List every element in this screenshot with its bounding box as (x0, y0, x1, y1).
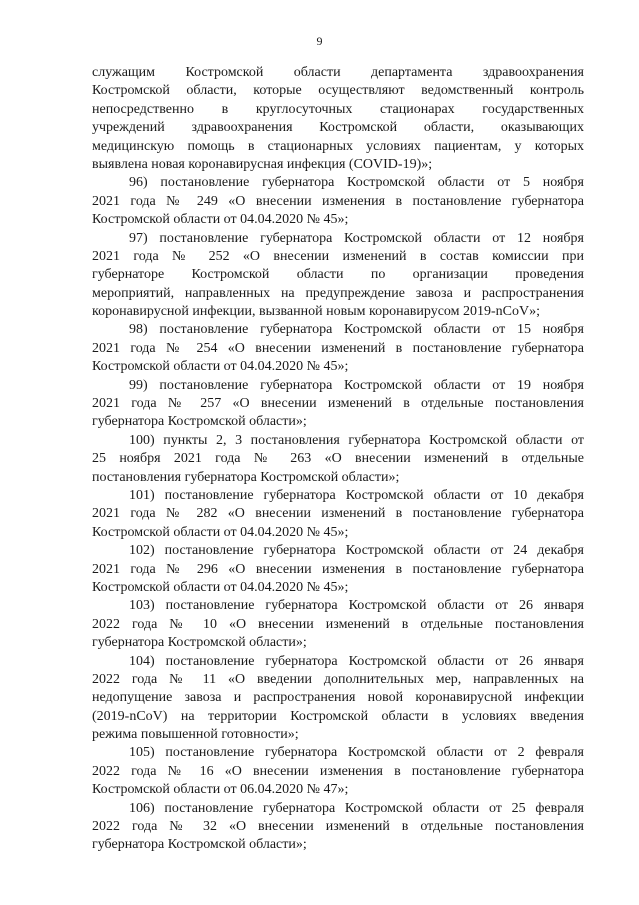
text-line: губернаторе Костромской области по организации проведения (92, 267, 584, 283)
text-line: постановления губернатора Костромской области»; (92, 469, 400, 485)
paragraph (92, 542, 584, 597)
text-line: 100) пункты 2, 3 постановления губернатора Костромской области от (129, 432, 584, 448)
text-line: непосредственно в круглосуточных стационарах государственных (92, 101, 584, 117)
text-line: губернатора Костромской области»; (92, 414, 307, 430)
text-line: 101) постановление губернатора Костромской области от 10 декабря (129, 487, 584, 503)
text-line: 2022 года № 11 «О введении дополнительных мер, направленных на (92, 671, 584, 687)
text-line: (2019-nCoV) на территории Костромской области в условиях введения (92, 708, 584, 724)
text-line: 2021 года № 257 «О внесении изменений в отдельные постановления (92, 396, 584, 412)
page-number: 9 (316, 34, 323, 48)
text-line: 2021 года № 296 «О внесении изменения в постановление губернатора (92, 561, 584, 577)
text-line: 106) постановление губернатора Костромской области от 25 февраля (129, 800, 584, 816)
paragraph (92, 174, 584, 229)
text-line: Костромской области от 06.04.2020 № 47»; (92, 782, 349, 798)
text-line: медицинскую помощь в стационарных условиях пациентам, у которых (92, 138, 584, 154)
text-line: коронавирусной инфекции, вызванной новым коронавирусом 2019-nCoV»; (92, 304, 541, 320)
text-line: Костромской области от 04.04.2020 № 45»; (92, 359, 349, 375)
paragraph (92, 744, 584, 799)
text-line: 99) постановление губернатора Костромской области от 19 ноября (129, 377, 584, 393)
text-line: Костромской области от 04.04.2020 № 45»; (92, 524, 349, 540)
text-line: 104) постановление губернатора Костромской области от 26 января (129, 653, 584, 669)
paragraph (92, 321, 584, 376)
paragraph (92, 487, 584, 542)
text-line: 103) постановление губернатора Костромской области от 26 января (129, 598, 584, 614)
paragraph (92, 230, 584, 322)
text-line: Костромской области от 04.04.2020 № 45»; (92, 579, 349, 595)
text-line: 97) постановление губернатора Костромской области от 12 ноября (129, 230, 584, 246)
paragraph (92, 377, 584, 432)
text-line: недопущение завоза и распространения новой коронавирусной инфекции (92, 690, 584, 706)
text-line: Костромской области, которые осуществляют ведомственный контроль (92, 83, 584, 99)
paragraph (92, 432, 584, 487)
text-line: 2021 года № 254 «О внесении изменений в постановление губернатора (92, 340, 584, 356)
document-body (92, 64, 584, 855)
paragraph (92, 597, 584, 652)
text-line: 2021 года № 249 «О внесении изменения в постановление губернатора (92, 193, 584, 209)
text-line: 96) постановление губернатора Костромской области от 5 ноября (129, 175, 584, 191)
text-line: 98) постановление губернатора Костромской области от 15 ноября (129, 322, 584, 338)
text-line: 25 ноября 2021 года № 263 «О внесении изменений в отдельные (92, 451, 584, 467)
text-line: режима повышенной готовности»; (92, 727, 299, 743)
text-line: 102) постановление губернатора Костромской области от 24 декабря (129, 543, 584, 559)
text-line: 2021 года № 252 «О внесении изменений в состав комиссии при (92, 248, 584, 264)
text-line: учреждений здравоохранения Костромской области, оказывающих (92, 120, 584, 136)
text-line: служащим Костромской области департамента здравоохранения (92, 65, 584, 80)
paragraph (92, 800, 584, 855)
text-line: 2022 года № 32 «О внесении изменений в отдельные постановления (92, 819, 584, 835)
text-line: Костромской области от 04.04.2020 № 45»; (92, 212, 349, 228)
paragraph (92, 64, 584, 174)
text-line: выявлена новая коронавирусная инфекция (COVID-19)»; (92, 156, 433, 172)
text-line: губернатора Костромской области»; (92, 837, 307, 853)
text-line: 2022 года № 10 «О внесении изменений в отдельные постановления (92, 616, 584, 632)
text-line: 2021 года № 282 «О внесении изменений в постановление губернатора (92, 506, 584, 522)
text-line: 105) постановление губернатора Костромской области от 2 февраля (129, 745, 584, 761)
text-line: 2022 года № 16 «О внесении изменения в постановление губернатора (92, 763, 584, 779)
paragraph (92, 653, 584, 745)
text-line: мероприятий, направленных на предупреждение завоза и распространения (92, 285, 584, 301)
text-line: губернатора Костромской области»; (92, 635, 307, 651)
